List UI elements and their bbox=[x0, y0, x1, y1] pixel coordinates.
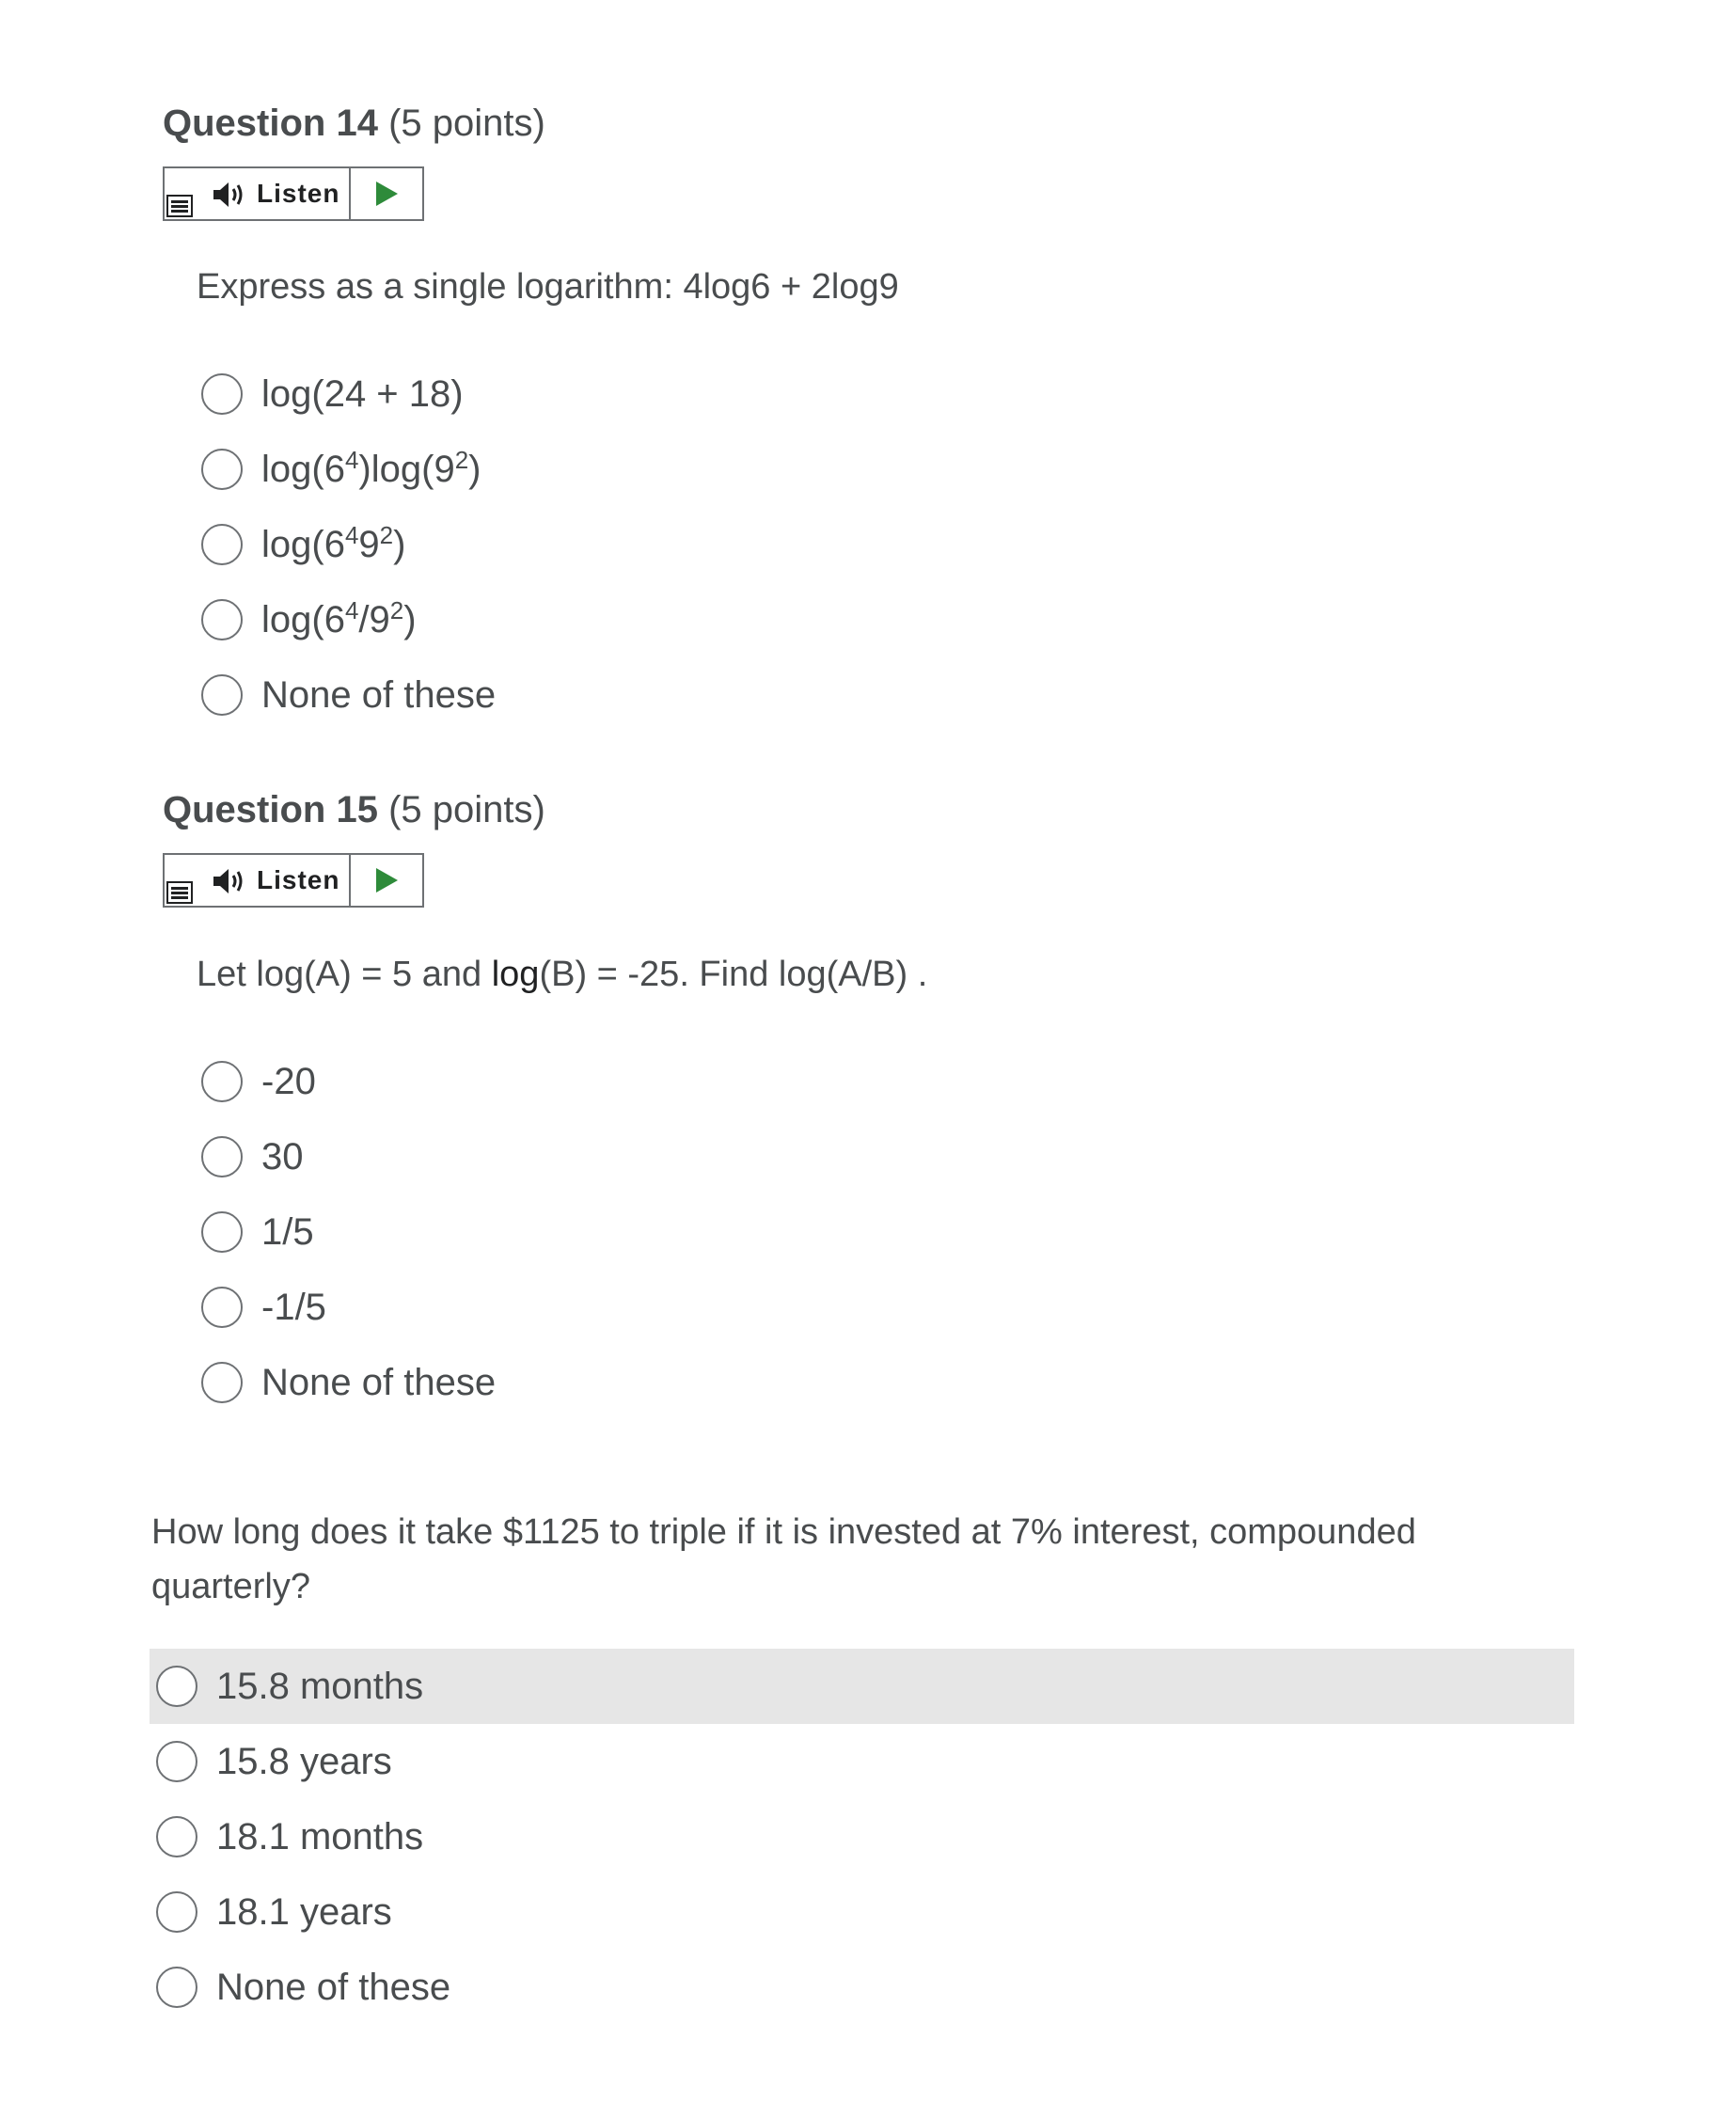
listen-button[interactable] bbox=[165, 855, 351, 906]
option-label: $\log(6^4)\log(9^2)$ bbox=[261, 446, 481, 490]
answer-option[interactable] bbox=[162, 432, 496, 507]
listen-button[interactable] bbox=[165, 168, 351, 219]
answer-option[interactable] bbox=[117, 1874, 450, 1950]
play-button[interactable] bbox=[351, 168, 422, 219]
question-16-prompt: How long does it take $1125 to triple if it is invested at 7% interest, compounded quarterly? bbox=[151, 1512, 1416, 1606]
answer-option[interactable] bbox=[162, 1345, 496, 1420]
question-number: Question 14 bbox=[163, 103, 378, 144]
option-label: $\log(6^4/9^2)$ bbox=[261, 596, 417, 640]
menu-icon[interactable] bbox=[166, 195, 193, 217]
option-label: -1/5 bbox=[261, 1287, 326, 1328]
question-14-heading bbox=[163, 100, 545, 147]
speaker-icon bbox=[210, 180, 247, 210]
play-icon bbox=[374, 867, 399, 893]
radio-button[interactable] bbox=[201, 373, 243, 415]
question-15-heading bbox=[163, 786, 545, 833]
play-button[interactable] bbox=[351, 855, 422, 906]
radio-button[interactable] bbox=[156, 1816, 197, 1857]
option-label: None of these bbox=[261, 1362, 497, 1403]
radio-button[interactable] bbox=[201, 449, 243, 490]
question-points: (5 points) bbox=[388, 103, 545, 144]
option-label: 1/5 bbox=[261, 1211, 314, 1253]
radio-button[interactable] bbox=[201, 1136, 243, 1178]
answer-option[interactable] bbox=[162, 507, 496, 582]
answer-option[interactable] bbox=[162, 1119, 496, 1194]
speaker-icon bbox=[210, 866, 247, 896]
radio-button[interactable] bbox=[201, 1362, 243, 1403]
answer-option[interactable] bbox=[162, 356, 496, 432]
question-points: (5 points) bbox=[388, 789, 545, 830]
answer-option[interactable] bbox=[162, 1044, 496, 1119]
answer-option[interactable] bbox=[162, 582, 496, 657]
option-label: $\log(6^49^2)$ bbox=[261, 521, 406, 565]
listen-widget bbox=[163, 853, 424, 908]
listen-label: Listen bbox=[257, 865, 340, 894]
radio-button[interactable] bbox=[156, 1891, 197, 1933]
option-label: 15.8 months bbox=[216, 1666, 424, 1707]
answer-option[interactable] bbox=[162, 1270, 496, 1345]
radio-button[interactable] bbox=[201, 1211, 243, 1253]
radio-button[interactable] bbox=[201, 1061, 243, 1102]
radio-button[interactable] bbox=[201, 674, 243, 716]
question-15-options bbox=[162, 1044, 496, 1420]
answer-option[interactable] bbox=[117, 1649, 450, 1724]
menu-icon[interactable] bbox=[166, 881, 193, 904]
option-label: log(24 + 18) bbox=[261, 373, 464, 415]
question-14-options bbox=[162, 356, 496, 733]
option-label: 18.1 months bbox=[216, 1816, 424, 1857]
radio-button[interactable] bbox=[201, 524, 243, 565]
question-16-options bbox=[117, 1649, 450, 2025]
option-label: 18.1 years bbox=[216, 1891, 392, 1933]
answer-option[interactable] bbox=[162, 1194, 496, 1270]
radio-button[interactable] bbox=[156, 1967, 197, 2008]
radio-button[interactable] bbox=[201, 599, 243, 640]
radio-button[interactable] bbox=[156, 1741, 197, 1782]
option-label: None of these bbox=[216, 1967, 451, 2008]
answer-option[interactable] bbox=[117, 1799, 450, 1874]
radio-button[interactable] bbox=[156, 1666, 197, 1707]
question-14-prompt: Express as a single logarithm: 4log6 + 2log9 bbox=[197, 267, 899, 307]
play-icon bbox=[374, 181, 399, 207]
question-number: Question 15 bbox=[163, 789, 378, 830]
option-label: 15.8 years bbox=[216, 1741, 392, 1782]
listen-widget bbox=[163, 166, 424, 221]
listen-label: Listen bbox=[257, 179, 340, 208]
question-15-prompt: Let log(A) = 5 and log(B) = -25. Find log(A/B) . bbox=[197, 955, 928, 994]
option-label: None of these bbox=[261, 674, 497, 716]
option-label: -20 bbox=[261, 1061, 316, 1102]
radio-button[interactable] bbox=[201, 1287, 243, 1328]
option-label: 30 bbox=[261, 1136, 304, 1178]
answer-option[interactable] bbox=[117, 1724, 450, 1799]
answer-option[interactable] bbox=[162, 657, 496, 733]
answer-option[interactable] bbox=[117, 1950, 450, 2025]
